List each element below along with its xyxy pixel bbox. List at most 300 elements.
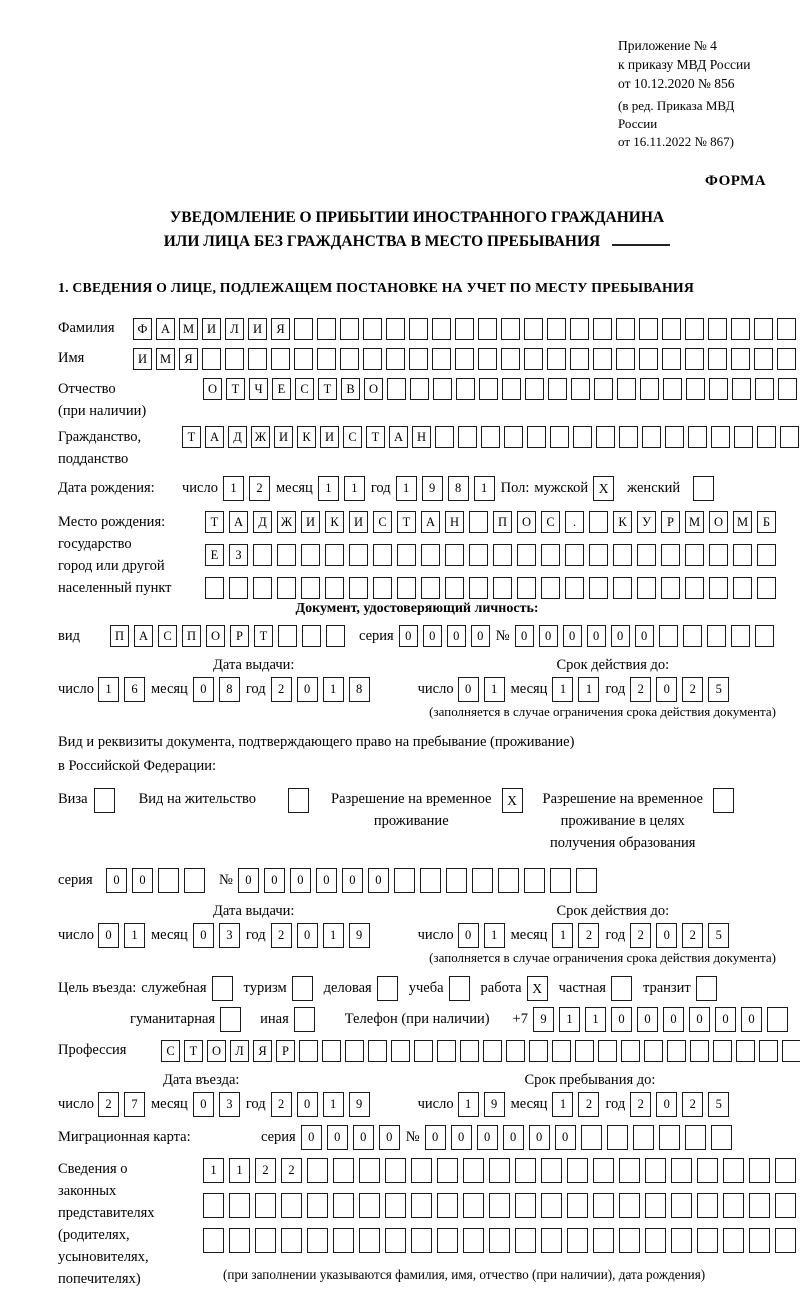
char-cell[interactable]: М xyxy=(156,348,175,370)
char-cell[interactable] xyxy=(349,577,368,599)
char-cell[interactable]: 2 xyxy=(578,1092,599,1117)
birth-day-cells[interactable] xyxy=(223,476,270,501)
char-cell[interactable] xyxy=(645,1158,666,1183)
residence-expiry-year-cells[interactable] xyxy=(630,923,729,948)
purpose-private-checkbox[interactable] xyxy=(611,976,632,1001)
char-cell[interactable] xyxy=(565,544,584,566)
char-cell[interactable] xyxy=(571,378,590,400)
char-cell[interactable] xyxy=(359,1158,380,1183)
char-cell[interactable] xyxy=(363,348,382,370)
residence-issue-day-cells[interactable] xyxy=(98,923,145,948)
char-cell[interactable] xyxy=(460,1040,479,1062)
char-cell[interactable] xyxy=(469,577,488,599)
char-cell[interactable] xyxy=(697,1228,718,1253)
char-cell[interactable] xyxy=(645,1228,666,1253)
char-cell[interactable] xyxy=(690,1040,709,1062)
char-cell[interactable] xyxy=(255,1193,276,1218)
surname-cells[interactable] xyxy=(133,318,800,340)
char-cell[interactable] xyxy=(345,1040,364,1062)
char-cell[interactable]: А xyxy=(421,511,440,533)
char-cell[interactable] xyxy=(616,318,635,340)
char-cell[interactable]: Т xyxy=(366,426,385,448)
char-cell[interactable]: Р xyxy=(230,625,249,647)
char-cell[interactable] xyxy=(253,544,272,566)
purpose-official-checkbox[interactable] xyxy=(212,976,233,1001)
char-cell[interactable] xyxy=(386,318,405,340)
char-cell[interactable]: 0 xyxy=(637,1007,658,1032)
char-cell[interactable] xyxy=(619,1193,640,1218)
char-cell[interactable] xyxy=(478,318,497,340)
char-cell[interactable] xyxy=(255,1228,276,1253)
char-cell[interactable]: О xyxy=(203,378,222,400)
char-cell[interactable] xyxy=(661,577,680,599)
purpose-transit-checkbox[interactable] xyxy=(696,976,717,1001)
char-cell[interactable]: И xyxy=(320,426,339,448)
char-cell[interactable] xyxy=(229,577,248,599)
char-cell[interactable]: 2 xyxy=(682,1092,703,1117)
char-cell[interactable]: 2 xyxy=(271,923,292,948)
char-cell[interactable]: 5 xyxy=(708,1092,729,1117)
char-cell[interactable]: 0 xyxy=(656,677,677,702)
doc-kind-cells[interactable] xyxy=(110,625,345,647)
char-cell[interactable] xyxy=(363,318,382,340)
char-cell[interactable] xyxy=(685,1125,706,1150)
char-cell[interactable] xyxy=(755,378,774,400)
char-cell[interactable] xyxy=(248,348,267,370)
char-cell[interactable]: 0 xyxy=(193,677,214,702)
char-cell[interactable] xyxy=(281,1228,302,1253)
char-cell[interactable] xyxy=(541,1193,562,1218)
char-cell[interactable] xyxy=(589,511,608,533)
char-cell[interactable]: 9 xyxy=(349,1092,370,1117)
char-cell[interactable] xyxy=(541,577,560,599)
char-cell[interactable] xyxy=(642,426,661,448)
char-cell[interactable] xyxy=(515,1228,536,1253)
char-cell[interactable] xyxy=(271,348,290,370)
char-cell[interactable] xyxy=(581,1125,602,1150)
char-cell[interactable]: 1 xyxy=(124,923,145,948)
char-cell[interactable]: И xyxy=(349,511,368,533)
char-cell[interactable]: О xyxy=(517,511,536,533)
char-cell[interactable] xyxy=(759,1040,778,1062)
char-cell[interactable] xyxy=(333,1228,354,1253)
char-cell[interactable] xyxy=(301,577,320,599)
char-cell[interactable]: К xyxy=(613,511,632,533)
char-cell[interactable] xyxy=(478,348,497,370)
entry-year-cells[interactable] xyxy=(271,1092,370,1117)
char-cell[interactable] xyxy=(411,1228,432,1253)
char-cell[interactable]: Б xyxy=(757,511,776,533)
char-cell[interactable] xyxy=(325,544,344,566)
char-cell[interactable]: П xyxy=(110,625,129,647)
char-cell[interactable] xyxy=(686,378,705,400)
char-cell[interactable]: Р xyxy=(276,1040,295,1062)
char-cell[interactable]: И xyxy=(202,318,221,340)
char-cell[interactable] xyxy=(667,1040,686,1062)
doc-number-cells[interactable] xyxy=(515,625,774,647)
char-cell[interactable] xyxy=(570,318,589,340)
char-cell[interactable]: Я xyxy=(253,1040,272,1062)
char-cell[interactable] xyxy=(463,1193,484,1218)
char-cell[interactable] xyxy=(754,318,773,340)
char-cell[interactable]: 0 xyxy=(471,625,490,647)
char-cell[interactable] xyxy=(301,544,320,566)
char-cell[interactable] xyxy=(433,378,452,400)
char-cell[interactable] xyxy=(463,1228,484,1253)
char-cell[interactable] xyxy=(410,378,429,400)
char-cell[interactable] xyxy=(723,1193,744,1218)
char-cell[interactable] xyxy=(663,378,682,400)
char-cell[interactable]: Я xyxy=(179,348,198,370)
given-name-cells[interactable] xyxy=(133,348,800,370)
birth-year-cells[interactable] xyxy=(396,476,495,501)
residence-expiry-month-cells[interactable] xyxy=(552,923,599,948)
char-cell[interactable]: 1 xyxy=(229,1158,250,1183)
char-cell[interactable] xyxy=(732,378,751,400)
char-cell[interactable] xyxy=(567,1158,588,1183)
char-cell[interactable]: У xyxy=(637,511,656,533)
char-cell[interactable] xyxy=(775,1193,796,1218)
char-cell[interactable] xyxy=(391,1040,410,1062)
char-cell[interactable]: 1 xyxy=(585,1007,606,1032)
char-cell[interactable] xyxy=(349,544,368,566)
sex-male-checkbox[interactable]: X xyxy=(593,476,614,501)
char-cell[interactable] xyxy=(685,348,704,370)
char-cell[interactable] xyxy=(754,348,773,370)
char-cell[interactable]: 0 xyxy=(715,1007,736,1032)
char-cell[interactable]: Ф xyxy=(133,318,152,340)
char-cell[interactable] xyxy=(671,1158,692,1183)
phone-cells[interactable] xyxy=(533,1007,788,1032)
char-cell[interactable] xyxy=(593,1228,614,1253)
char-cell[interactable]: С xyxy=(295,378,314,400)
char-cell[interactable] xyxy=(570,348,589,370)
char-cell[interactable] xyxy=(749,1193,770,1218)
char-cell[interactable] xyxy=(307,1228,328,1253)
char-cell[interactable]: 0 xyxy=(635,625,654,647)
char-cell[interactable] xyxy=(709,544,728,566)
char-cell[interactable]: И xyxy=(133,348,152,370)
purpose-other-checkbox[interactable] xyxy=(294,1007,315,1032)
char-cell[interactable] xyxy=(613,577,632,599)
char-cell[interactable] xyxy=(637,544,656,566)
char-cell[interactable] xyxy=(685,577,704,599)
char-cell[interactable] xyxy=(504,426,523,448)
char-cell[interactable]: А xyxy=(134,625,153,647)
residence-permit-checkbox[interactable] xyxy=(288,788,309,813)
char-cell[interactable] xyxy=(203,1228,224,1253)
char-cell[interactable]: 0 xyxy=(447,625,466,647)
char-cell[interactable]: 2 xyxy=(271,1092,292,1117)
char-cell[interactable] xyxy=(598,1040,617,1062)
char-cell[interactable]: Т xyxy=(226,378,245,400)
char-cell[interactable] xyxy=(506,1040,525,1062)
char-cell[interactable]: 1 xyxy=(484,677,505,702)
char-cell[interactable] xyxy=(757,426,776,448)
char-cell[interactable] xyxy=(253,577,272,599)
char-cell[interactable]: Н xyxy=(445,511,464,533)
char-cell[interactable] xyxy=(659,625,678,647)
char-cell[interactable] xyxy=(782,1040,800,1062)
char-cell[interactable]: 1 xyxy=(396,476,417,501)
char-cell[interactable]: 0 xyxy=(368,868,389,893)
char-cell[interactable] xyxy=(517,577,536,599)
char-cell[interactable]: 0 xyxy=(132,868,153,893)
char-cell[interactable] xyxy=(671,1193,692,1218)
char-cell[interactable] xyxy=(594,378,613,400)
char-cell[interactable] xyxy=(368,1040,387,1062)
char-cell[interactable] xyxy=(445,577,464,599)
char-cell[interactable] xyxy=(432,318,451,340)
char-cell[interactable] xyxy=(455,318,474,340)
char-cell[interactable]: 1 xyxy=(559,1007,580,1032)
char-cell[interactable] xyxy=(697,1158,718,1183)
char-cell[interactable]: 1 xyxy=(474,476,495,501)
char-cell[interactable]: 9 xyxy=(422,476,443,501)
char-cell[interactable] xyxy=(565,577,584,599)
temp-residence-checkbox[interactable]: X xyxy=(502,788,523,813)
char-cell[interactable] xyxy=(541,1228,562,1253)
char-cell[interactable] xyxy=(373,577,392,599)
char-cell[interactable]: Ч xyxy=(249,378,268,400)
char-cell[interactable] xyxy=(708,348,727,370)
char-cell[interactable] xyxy=(414,1040,433,1062)
char-cell[interactable] xyxy=(317,318,336,340)
char-cell[interactable]: 0 xyxy=(689,1007,710,1032)
char-cell[interactable]: Ж xyxy=(251,426,270,448)
char-cell[interactable]: С xyxy=(158,625,177,647)
char-cell[interactable] xyxy=(548,378,567,400)
char-cell[interactable] xyxy=(359,1193,380,1218)
char-cell[interactable] xyxy=(455,348,474,370)
issue-year-cells[interactable] xyxy=(271,677,370,702)
char-cell[interactable] xyxy=(619,426,638,448)
purpose-tourism-checkbox[interactable] xyxy=(292,976,313,1001)
char-cell[interactable]: 1 xyxy=(552,1092,573,1117)
char-cell[interactable] xyxy=(432,348,451,370)
char-cell[interactable]: 2 xyxy=(249,476,270,501)
char-cell[interactable] xyxy=(397,577,416,599)
char-cell[interactable] xyxy=(777,318,796,340)
char-cell[interactable]: Л xyxy=(230,1040,249,1062)
char-cell[interactable]: 2 xyxy=(271,677,292,702)
char-cell[interactable] xyxy=(184,868,205,893)
entry-day-cells[interactable] xyxy=(98,1092,145,1117)
char-cell[interactable] xyxy=(493,577,512,599)
char-cell[interactable] xyxy=(517,544,536,566)
char-cell[interactable]: О xyxy=(206,625,225,647)
char-cell[interactable] xyxy=(281,1193,302,1218)
char-cell[interactable] xyxy=(778,378,797,400)
char-cell[interactable] xyxy=(550,426,569,448)
char-cell[interactable] xyxy=(593,1158,614,1183)
char-cell[interactable]: 2 xyxy=(682,923,703,948)
char-cell[interactable] xyxy=(731,625,750,647)
char-cell[interactable]: Е xyxy=(205,544,224,566)
char-cell[interactable] xyxy=(547,348,566,370)
char-cell[interactable]: О xyxy=(709,511,728,533)
char-cell[interactable] xyxy=(524,318,543,340)
char-cell[interactable]: Е xyxy=(272,378,291,400)
char-cell[interactable] xyxy=(385,1158,406,1183)
char-cell[interactable]: Т xyxy=(318,378,337,400)
char-cell[interactable]: Т xyxy=(182,426,201,448)
char-cell[interactable]: 0 xyxy=(327,1125,348,1150)
char-cell[interactable] xyxy=(229,1193,250,1218)
char-cell[interactable] xyxy=(734,426,753,448)
char-cell[interactable] xyxy=(567,1193,588,1218)
char-cell[interactable] xyxy=(481,426,500,448)
char-cell[interactable] xyxy=(607,1125,628,1150)
char-cell[interactable] xyxy=(525,378,544,400)
temp-residence-education-checkbox[interactable] xyxy=(713,788,734,813)
char-cell[interactable]: 9 xyxy=(349,923,370,948)
expiry-year-cells[interactable] xyxy=(630,677,729,702)
purpose-work-checkbox[interactable]: X xyxy=(527,976,548,1001)
char-cell[interactable]: Н xyxy=(412,426,431,448)
char-cell[interactable] xyxy=(685,544,704,566)
char-cell[interactable]: Л xyxy=(225,318,244,340)
purpose-humanitarian-checkbox[interactable] xyxy=(220,1007,241,1032)
char-cell[interactable] xyxy=(463,1158,484,1183)
char-cell[interactable]: 0 xyxy=(399,625,418,647)
char-cell[interactable] xyxy=(483,1040,502,1062)
char-cell[interactable]: 5 xyxy=(708,923,729,948)
char-cell[interactable] xyxy=(550,868,571,893)
citizenship-cells[interactable] xyxy=(182,426,799,448)
char-cell[interactable]: Д xyxy=(253,511,272,533)
char-cell[interactable]: 0 xyxy=(656,923,677,948)
char-cell[interactable]: 0 xyxy=(741,1007,762,1032)
char-cell[interactable]: 1 xyxy=(552,923,573,948)
char-cell[interactable]: 2 xyxy=(630,1092,651,1117)
char-cell[interactable]: С xyxy=(343,426,362,448)
char-cell[interactable]: З xyxy=(229,544,248,566)
char-cell[interactable]: О xyxy=(364,378,383,400)
char-cell[interactable]: 0 xyxy=(297,923,318,948)
char-cell[interactable]: 8 xyxy=(349,677,370,702)
char-cell[interactable] xyxy=(385,1193,406,1218)
char-cell[interactable] xyxy=(501,348,520,370)
char-cell[interactable] xyxy=(340,318,359,340)
char-cell[interactable] xyxy=(524,348,543,370)
sex-female-checkbox[interactable] xyxy=(693,476,714,501)
char-cell[interactable]: 0 xyxy=(503,1125,524,1150)
char-cell[interactable] xyxy=(387,378,406,400)
char-cell[interactable]: А xyxy=(229,511,248,533)
char-cell[interactable]: 0 xyxy=(555,1125,576,1150)
char-cell[interactable]: П xyxy=(182,625,201,647)
char-cell[interactable] xyxy=(733,544,752,566)
char-cell[interactable] xyxy=(437,1228,458,1253)
char-cell[interactable] xyxy=(340,348,359,370)
birth-place-cells-2[interactable] xyxy=(205,544,776,566)
char-cell[interactable] xyxy=(421,577,440,599)
char-cell[interactable] xyxy=(333,1193,354,1218)
char-cell[interactable]: 0 xyxy=(264,868,285,893)
char-cell[interactable]: И xyxy=(248,318,267,340)
char-cell[interactable]: Т xyxy=(184,1040,203,1062)
char-cell[interactable] xyxy=(498,868,519,893)
char-cell[interactable] xyxy=(665,426,684,448)
char-cell[interactable] xyxy=(307,1158,328,1183)
char-cell[interactable]: 1 xyxy=(223,476,244,501)
char-cell[interactable] xyxy=(593,1193,614,1218)
char-cell[interactable] xyxy=(411,1193,432,1218)
char-cell[interactable]: А xyxy=(205,426,224,448)
char-cell[interactable] xyxy=(278,625,297,647)
char-cell[interactable]: Т xyxy=(205,511,224,533)
char-cell[interactable] xyxy=(489,1228,510,1253)
char-cell[interactable] xyxy=(661,544,680,566)
char-cell[interactable] xyxy=(515,1193,536,1218)
char-cell[interactable]: С xyxy=(541,511,560,533)
char-cell[interactable]: 8 xyxy=(219,677,240,702)
char-cell[interactable]: 0 xyxy=(238,868,259,893)
char-cell[interactable]: 6 xyxy=(124,677,145,702)
char-cell[interactable] xyxy=(411,1158,432,1183)
char-cell[interactable] xyxy=(619,1228,640,1253)
char-cell[interactable]: 1 xyxy=(203,1158,224,1183)
char-cell[interactable] xyxy=(723,1158,744,1183)
char-cell[interactable] xyxy=(333,1158,354,1183)
char-cell[interactable] xyxy=(731,348,750,370)
char-cell[interactable] xyxy=(469,511,488,533)
char-cell[interactable] xyxy=(639,348,658,370)
residence-expiry-day-cells[interactable] xyxy=(458,923,505,948)
char-cell[interactable]: 0 xyxy=(290,868,311,893)
char-cell[interactable] xyxy=(489,1158,510,1183)
char-cell[interactable] xyxy=(589,577,608,599)
char-cell[interactable]: 9 xyxy=(484,1092,505,1117)
char-cell[interactable]: Р xyxy=(661,511,680,533)
residence-issue-year-cells[interactable] xyxy=(271,923,370,948)
char-cell[interactable] xyxy=(385,1228,406,1253)
char-cell[interactable] xyxy=(205,577,224,599)
char-cell[interactable] xyxy=(775,1228,796,1253)
char-cell[interactable] xyxy=(683,625,702,647)
char-cell[interactable]: М xyxy=(179,318,198,340)
char-cell[interactable]: П xyxy=(493,511,512,533)
char-cell[interactable] xyxy=(697,1193,718,1218)
char-cell[interactable]: Д xyxy=(228,426,247,448)
purpose-business-checkbox[interactable] xyxy=(377,976,398,1001)
representatives-cells-1[interactable] xyxy=(203,1158,800,1183)
char-cell[interactable]: 0 xyxy=(656,1092,677,1117)
char-cell[interactable] xyxy=(777,348,796,370)
birth-month-cells[interactable] xyxy=(318,476,365,501)
char-cell[interactable]: 1 xyxy=(323,1092,344,1117)
stay-year-cells[interactable] xyxy=(630,1092,729,1117)
char-cell[interactable]: 0 xyxy=(458,677,479,702)
char-cell[interactable] xyxy=(294,318,313,340)
char-cell[interactable] xyxy=(373,544,392,566)
char-cell[interactable] xyxy=(780,426,799,448)
char-cell[interactable] xyxy=(596,426,615,448)
char-cell[interactable] xyxy=(671,1228,692,1253)
char-cell[interactable]: 2 xyxy=(682,677,703,702)
char-cell[interactable] xyxy=(767,1007,788,1032)
char-cell[interactable] xyxy=(708,318,727,340)
birth-place-cells-3[interactable] xyxy=(205,577,776,599)
char-cell[interactable]: 2 xyxy=(578,923,599,948)
char-cell[interactable] xyxy=(493,544,512,566)
char-cell[interactable] xyxy=(277,544,296,566)
char-cell[interactable]: М xyxy=(733,511,752,533)
char-cell[interactable] xyxy=(640,378,659,400)
representatives-cells-3[interactable] xyxy=(203,1228,800,1253)
char-cell[interactable]: 0 xyxy=(587,625,606,647)
